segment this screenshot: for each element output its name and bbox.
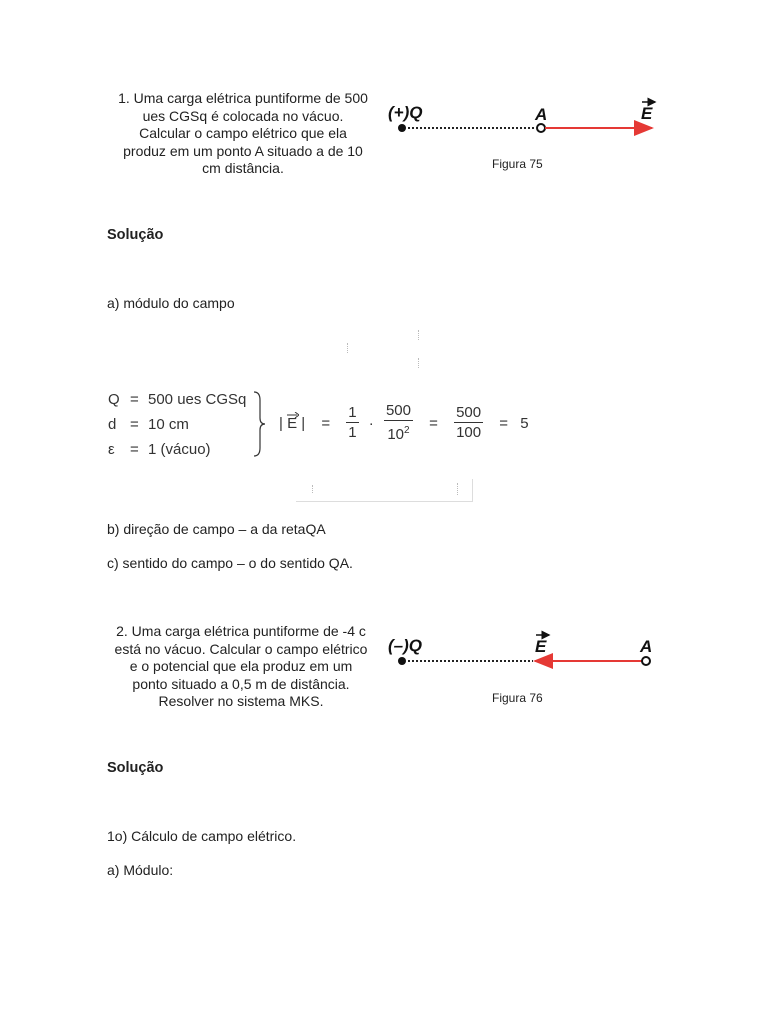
given-row [108, 416, 246, 441]
problem-1-statement [103, 90, 383, 178]
formula-dot: · [368, 415, 374, 432]
fraction-1-over-1 [346, 404, 358, 443]
item-1-calculo: 1o) Cálculo de campo elétrico. [107, 828, 297, 844]
given-row [108, 391, 246, 416]
exponent: 2 [404, 425, 410, 436]
vector-overarrow [287, 412, 299, 418]
figure-76 [385, 628, 665, 678]
given-values [108, 391, 246, 466]
point-a-marker [537, 124, 545, 132]
problem-1-line: 1. Uma carga elétrica puntiforme de 500 [118, 90, 368, 106]
charge-label: (+)Q [388, 103, 423, 122]
problem-1-line: cm distância. [202, 160, 284, 176]
given-symbol: d [108, 416, 117, 433]
scan-artifact [418, 358, 420, 368]
given-value: 10 cm [148, 416, 189, 433]
curly-brace [252, 390, 266, 458]
problem-2-line: e o potencial que ela produz em um [129, 658, 353, 674]
scan-artifact [457, 483, 459, 495]
fraction-numerator: 500 [456, 404, 482, 421]
given-equals: = [130, 441, 139, 458]
fraction-500-over-10sq [384, 402, 413, 445]
problem-2-line: está no vácuo. Calcular o campo elétrico [114, 640, 368, 657]
charge-point [398, 657, 406, 665]
formula-equals: = [321, 415, 331, 432]
given-equals: = [130, 416, 139, 433]
problem-2-statement [101, 623, 381, 711]
fraction-denominator: 100 [456, 424, 482, 441]
fraction-numerator: 500 [385, 402, 411, 419]
problem-2-line: Resolver no sistema MKS. [158, 693, 324, 709]
figure-75 [385, 95, 665, 145]
charge-label: (–)Q [388, 636, 422, 655]
vector-e-label: E [535, 637, 547, 656]
fraction-denominator: $10^2$ [387, 425, 410, 443]
given-symbol: Q [108, 391, 120, 408]
scan-artifact [418, 330, 420, 340]
formula-result: 5 [520, 415, 529, 432]
solution-2-heading: Solução [107, 760, 164, 776]
problem-1-line: Calcular o campo elétrico que ela [139, 125, 347, 141]
scan-artifact [347, 343, 349, 353]
formula-equals: = [499, 415, 509, 432]
solution-1-heading: Solução [107, 227, 164, 243]
given-equals: = [130, 391, 139, 408]
formula-lhs: | E | [279, 415, 309, 432]
problem-1-line: produz em um ponto A situado a de 10 [123, 142, 363, 159]
vector-e-label: E [641, 104, 653, 123]
figure-76-caption: Figura 76 [492, 691, 543, 705]
point-a-label: A [640, 637, 653, 656]
given-row [108, 441, 246, 466]
point-a-marker [642, 657, 650, 665]
fraction-denominator: 1 [348, 424, 357, 441]
item-b-direcao: b) direção de campo – a da retaQA [107, 521, 326, 537]
given-value: 500 ues CGSq [148, 391, 247, 408]
charge-point [398, 124, 406, 132]
given-symbol: ε [108, 441, 115, 458]
item-a-modulo-2: a) Módulo: [107, 862, 174, 878]
field-formula [279, 402, 529, 445]
scan-artifact [312, 485, 314, 493]
scan-box-artifact [296, 479, 473, 502]
formula-equals: = [429, 415, 438, 432]
problem-2-line: ponto situado a 0,5 m de distância. [132, 675, 350, 692]
point-a-label: A [535, 105, 548, 124]
fraction-500-over-100 [454, 404, 483, 443]
fraction-numerator: 1 [348, 404, 357, 421]
figure-75-caption: Figura 75 [492, 157, 543, 171]
item-c-sentido: c) sentido do campo – o do sentido QA. [107, 555, 353, 571]
item-a-modulo: a) módulo do campo [107, 295, 235, 311]
problem-1-line: ues CGSq é colocada no vácuo. [142, 107, 344, 124]
given-value: 1 (vácuo) [148, 441, 211, 458]
problem-2-line: 2. Uma carga elétrica puntiforme de -4 c [116, 623, 366, 639]
